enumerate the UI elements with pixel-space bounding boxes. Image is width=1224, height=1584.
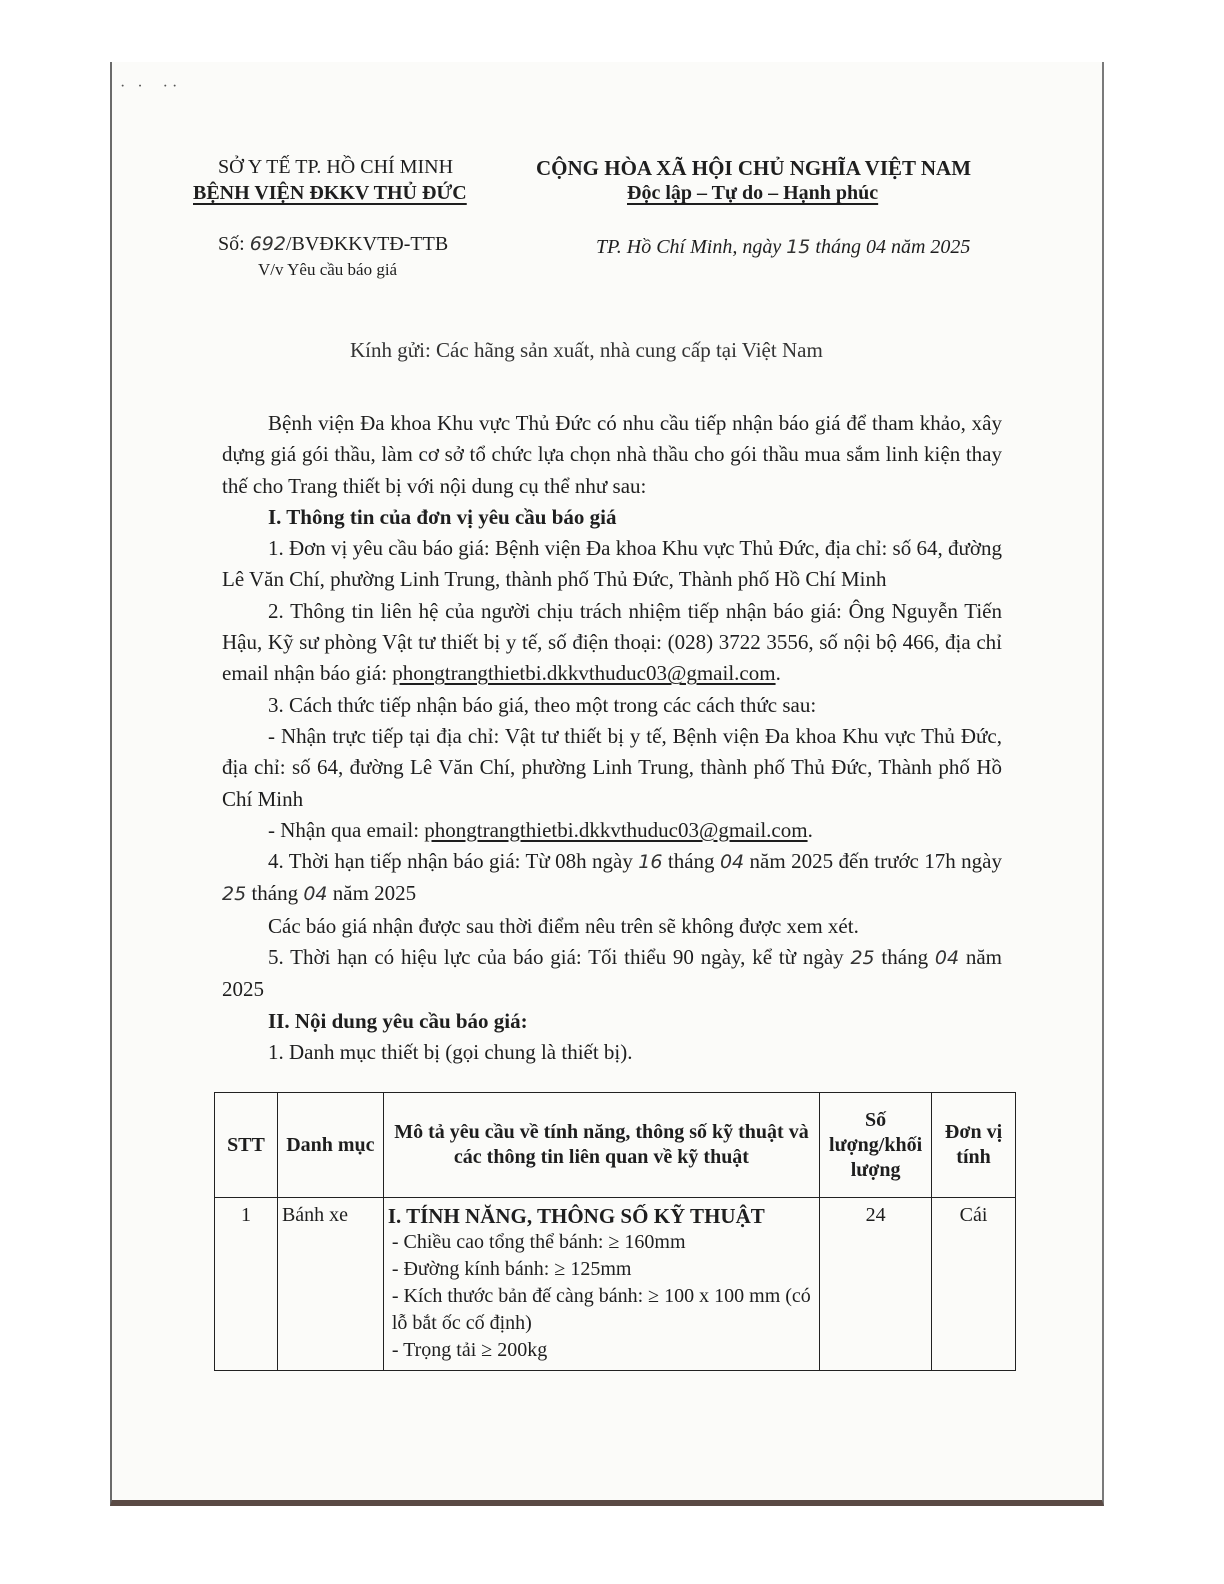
- handwritten-day-end: 25: [222, 883, 247, 906]
- handwritten-number: 692: [249, 233, 286, 255]
- intro-paragraph: Bệnh viện Đa khoa Khu vực Thủ Đức có nhu cầu tiếp nhận báo giá để tham khảo, xây dựng giá gói thầu, làm cơ sở tổ chức lựa chọn nhà thầu cho gói thầu mua sắm linh kiện thay thế cho Trang thiết bị với nội dung cụ thể như sau:: [222, 411, 1002, 498]
- table-row: [215, 1198, 1016, 1371]
- document-number: Số: 692/BVĐKKVTĐ-TTB: [218, 233, 449, 255]
- recipient-line: Kính gửi: Các hãng sản xuất, nhà cung cấp tại Việt Nam: [350, 338, 823, 362]
- handwritten-day-start: 16: [638, 851, 663, 874]
- header-stt: STT: [215, 1093, 278, 1198]
- section1-item1: 1. Đơn vị yêu cầu báo giá: Bệnh viện Đa khoa Khu vực Thủ Đức, địa chỉ: số 64, đường Lê Văn Chí, phường Linh Trung, thành phố Thủ Đức, Thành phố Hồ Chí Minh: [222, 536, 1002, 592]
- cell-stt: 1: [215, 1198, 278, 1371]
- header-desc: Mô tả yêu cầu về tính năng, thông số kỹ thuật và các thông tin liên quan về kỹ thuật: [383, 1093, 819, 1198]
- email-link[interactable]: phongtrangthietbi.dkkvthuduc03@gmail.com: [392, 661, 776, 686]
- cell-qty: 24: [820, 1198, 932, 1371]
- section1-item4: 4. Thời hạn tiếp nhận báo giá: Từ 08h ngày 16 tháng 04 năm 2025 đến trước 17h ngày 25 tháng 04 năm 2025: [222, 849, 1003, 906]
- section1-item2: 2. Thông tin liên hệ của người chịu trách nhiệm tiếp nhận báo giá: Ông Nguyễn Tiến Hậu, Kỹ sư phòng Vật tư thiết bị y tế, số điện thoại: (028) 3722 3556, số nội bộ 466, địa chỉ email nhận báo giá: phongtrangthietbi.dkkvthuduc03@gmail.com.: [222, 598, 1002, 686]
- document-body: [222, 408, 1002, 1068]
- country-name: CỘNG HÒA XÃ HỘI CHỦ NGHĨA VIỆT NAM: [536, 156, 972, 180]
- document-subject: V/v Yêu cầu báo giá: [258, 260, 398, 279]
- handwritten-day: 15: [786, 236, 811, 258]
- section2-title: II. Nội dung yêu cầu báo giá:: [268, 1008, 528, 1033]
- section1-item5: 5. Thời hạn có hiệu lực của báo giá: Tối thiểu 90 ngày, kể từ ngày 25 tháng 04 năm 2025: [222, 945, 1003, 1002]
- equipment-table: [214, 1092, 1016, 1371]
- cell-desc: [383, 1198, 819, 1371]
- table-header-row: [215, 1093, 1016, 1198]
- handwritten-month-start: 04: [719, 851, 745, 874]
- cell-item: Bánh xe: [277, 1198, 383, 1371]
- late-note: Các báo giá nhận được sau thời điểm nêu trên sẽ không được xem xét.: [268, 913, 859, 938]
- handwritten-month-end: 04: [303, 883, 328, 906]
- spec-line: - Trọng tải ≥ 200kg: [391, 1339, 548, 1361]
- section1-item3: 3. Cách thức tiếp nhận báo giá, theo một trong các cách thức sau:: [268, 692, 817, 717]
- spec-title: I. TÍNH NĂNG, THÔNG SỐ KỸ THUẬT: [387, 1204, 765, 1228]
- section2-item1: 1. Danh mục thiết bị (gọi chung là thiết bị).: [268, 1039, 633, 1064]
- handwritten-valid-month: 04: [934, 947, 960, 970]
- scan-dots: · · ··: [120, 78, 182, 95]
- document-date: TP. Hồ Chí Minh, ngày 15 tháng 04 năm 2025: [596, 236, 971, 258]
- email-link-2[interactable]: phongtrangthietbi.dkkvthuduc03@gmail.com: [424, 817, 808, 842]
- national-motto: Độc lập – Tự do – Hạnh phúc: [627, 182, 879, 204]
- spec-line: - Chiều cao tổng thể bánh: ≥ 160mm: [391, 1231, 686, 1253]
- header-item: Danh mục: [277, 1093, 383, 1198]
- header-qty: Số lượng/khối lượng: [820, 1093, 932, 1198]
- cell-unit: Cái: [932, 1198, 1016, 1371]
- handwritten-valid-day: 25: [850, 947, 875, 970]
- spec-line: - Đường kính bánh: ≥ 125mm: [391, 1258, 632, 1280]
- hospital-name: BỆNH VIỆN ĐKKV THỦ ĐỨC: [193, 182, 467, 204]
- header-unit: Đơn vị tính: [932, 1093, 1016, 1198]
- section1-title: I. Thông tin của đơn vị yêu cầu báo giá: [268, 504, 617, 529]
- section1-item3b: - Nhận qua email: phongtrangthietbi.dkkvthuduc03@gmail.com.: [268, 817, 813, 842]
- spec-line: - Kích thước bản đế càng bánh: ≥ 100 x 100 mm (có lỗ bắt ốc cố định): [391, 1285, 811, 1334]
- section1-item3a: - Nhận trực tiếp tại địa chỉ: Vật tư thiết bị y tế, Bệnh viện Đa khoa Khu vực Thủ Đức, địa chỉ: số 64, đường Lê Văn Chí, phường Linh Trung, thành phố Thủ Đức, Thành phố Hồ Chí Minh: [222, 723, 1002, 811]
- dept-name: SỞ Y TẾ TP. HỒ CHÍ MINH: [218, 156, 454, 178]
